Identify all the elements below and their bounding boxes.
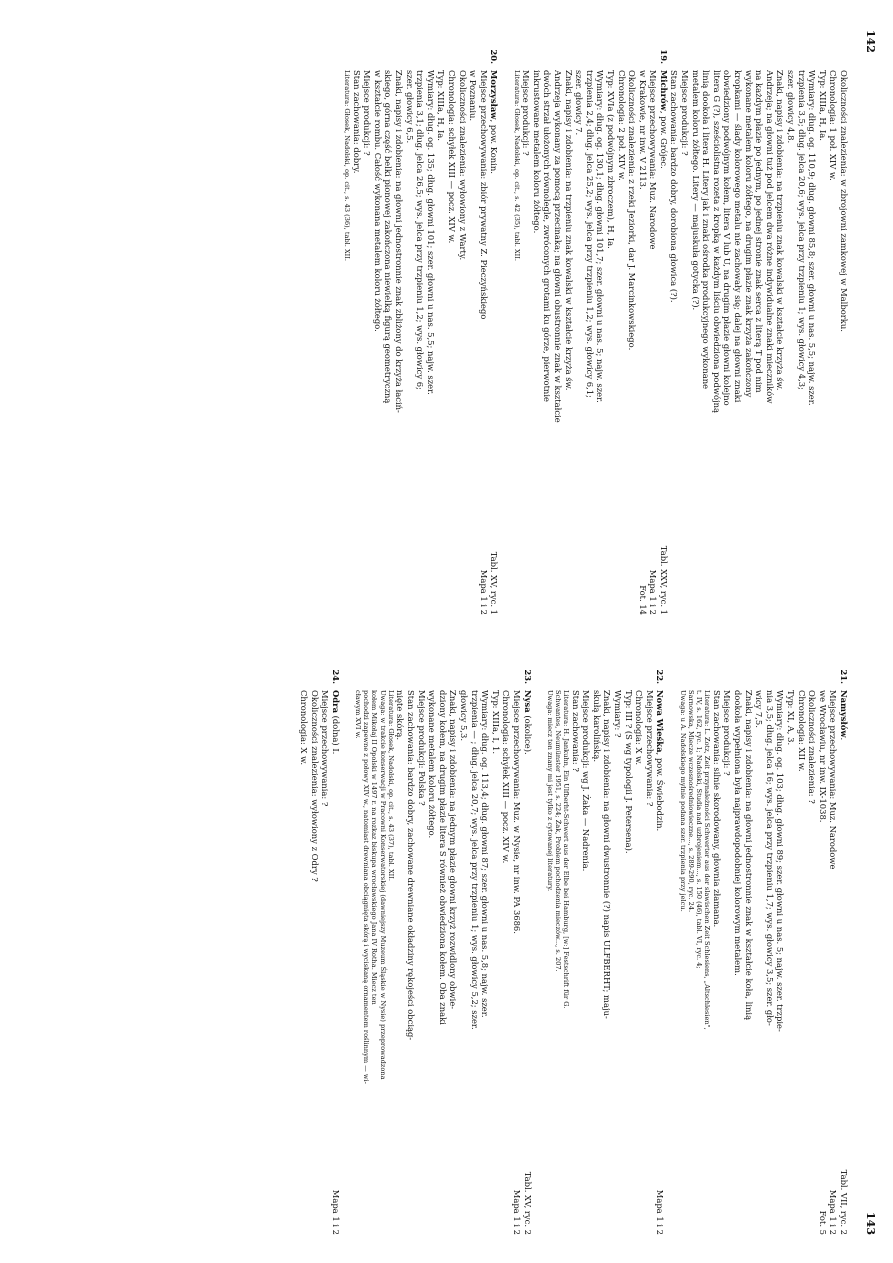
literature-line: kołem Mikołaj II Opolski w 1497 r. na rozkaz biskupa wrocławskiego Jana IV Rotha. Miecz ten	[370, 690, 379, 1005]
literature-line: Literatura: Głosek, Nadolski, op. cit., s. 42 (35), tabl. XII.	[512, 70, 521, 261]
text-line: we Wrocławiu, nr inw. IX-1038.	[817, 690, 828, 823]
text-line: nięte skórą.	[395, 690, 406, 741]
text-line: litera G (?), sześciolistna rozeta z kropką w każdym liściu obwiedziona podwójną	[711, 70, 722, 414]
entry-subtitle: (okolice).	[522, 712, 533, 755]
text-line: trzpienia 3,5; dług. jelca 20,6; wys. jelca przy trzpieniu 1; wys. głowicy 4,3;	[796, 70, 807, 390]
text-line: Typ: XI, A, 3.	[786, 690, 797, 746]
text-line: Chronologia: X w.	[634, 690, 645, 765]
entry-subtitle: , pow. Świebodzin.	[655, 752, 666, 832]
text-line: Miejsce przechowywania: ?	[644, 690, 655, 807]
text-line: Stan zachowania: dobry.	[351, 70, 362, 174]
page-number-left: 142	[864, 30, 877, 53]
text-line: Typ: XIIIa, H, Ia.	[817, 70, 828, 141]
text-line: w Krakowie, nr inw. V 2113.	[637, 70, 648, 190]
text-line: w kształcie rombu. Całość wykonana metalem koloru żółtego.	[372, 70, 383, 332]
text-line: dookoła wypełniona była najprawdopodobniej kolorowym metalem.	[733, 690, 744, 976]
text-line: dziony kołem, na drugim płazie litera S również obwiedziona kołem. Oba znaki	[437, 690, 448, 1025]
plate-references: Tabl. XV, ryc. 1 Mapa 1 i 2	[478, 551, 500, 615]
entry-number: 19.	[658, 49, 669, 64]
left-entries	[343, 30, 669, 615]
catalog-entry	[354, 650, 533, 1235]
text-line: obwiedziony podwójnym kołem, litera V lub U, na drugim płazie głowni kolejno	[722, 70, 733, 406]
entry-number: 20.	[489, 49, 500, 64]
text-line: Miejsce przechowywania: ?	[320, 690, 331, 807]
entry-subtitle: .	[839, 737, 849, 741]
entry-number: 23.	[522, 669, 533, 684]
text-line: wykonane metalem koloru żółtego, na drugim płazie znak krzyża zakończony	[743, 70, 754, 398]
entry-title: Michrów	[658, 70, 669, 111]
entry-heading	[817, 690, 849, 1235]
text-line: skułą karolińską.	[591, 690, 602, 763]
literature-line: t. IV, s. 162, ryc. 1; Nadolski, Studia nad uzbrojeniem..., s. 150 (46), tabl. VI, ryc. 4;	[695, 690, 704, 969]
text-line: kropkami — ślady kolorowego metalu nie zachowały się; dalej na głowni znaki	[733, 70, 744, 403]
page-left	[0, 30, 893, 615]
entry-title-line	[522, 690, 533, 934]
text-line: Okoliczności znalezienia: ?	[807, 690, 818, 804]
text-line: Wymiary: dług. og. 113,4; dług. głowni 87; szer. głowni u nas. 5,8; najw. szer.	[480, 690, 491, 1018]
text-line: Znaki, napisy i zdobienia: na głowni jednostronnie znak w kształcie koła, linią	[743, 690, 754, 1021]
entry-title-block	[634, 690, 666, 831]
text-line: Wymiary: dług. og. 135; dług. głowni 101; szer. głowni u nas. 5,5; najw. szer.	[425, 70, 436, 395]
text-line: trzpienia 3,1; dług. jelca 26,5; wys. jelca przy trzpieniu 1,2; wys. głowicy 6;	[415, 70, 426, 390]
entry-number: 22.	[655, 669, 666, 684]
text-line: skiego, górna część belki pionowej zakończona niewielką figurą geometryczną	[383, 70, 394, 404]
text-line: Miejsce przechowywania: Muz. Narodowe	[828, 690, 839, 870]
text-line: Wymiary: dług. og. 110,9; dług. głowni 85,8; szer. głowni u nas. 5,5; najw. szer.	[807, 70, 818, 406]
text-line: Znaki, napisy i zdobienia: na trzpieniu znak kowalski w kształcie krzyża św.	[563, 70, 574, 391]
text-line: wykonane metalem koloru żółtego.	[427, 690, 438, 839]
catalog-entry	[512, 30, 669, 615]
entry-subtitle: , pow. Grójec.	[658, 110, 669, 169]
entry-number: 24.	[330, 669, 341, 684]
text-line: Wymiary: ?	[613, 690, 624, 738]
text-line: szer. głowicy 6,5.	[404, 70, 415, 144]
text-line: Chronologia: schyłek XIII — pocz. XIV w.	[447, 70, 458, 244]
entry-title: Nysa	[522, 690, 533, 713]
entry-title-line	[658, 70, 669, 250]
catalog-entry	[343, 30, 500, 615]
plate-references: Tabl. VII, ryc. 2 Mapa 1 i 2 Fot. 5	[817, 1169, 849, 1235]
text-line: Okoliczności znalezienia: z rzeki Jeziorki, dar J. Marcinkowskiego.	[627, 70, 638, 351]
text-line: trzpienia — ; dług. jelca 20,7; wys. jelca przy trzpieniu 1; wys. głowicy 5,2; szer.	[469, 690, 480, 1030]
text-line: Stan zachowania: bardzo dobry, dorobiona głowica (?).	[669, 70, 680, 303]
text-line: Okoliczności znalezienia: w zbrojowni zamkowej w Malborku.	[839, 70, 849, 332]
right-entries	[298, 650, 849, 1235]
entry-heading	[309, 690, 341, 1235]
text-line: Znaki, napisy i zdobienia: na głowni jednostronnie znak zbliżony do krzyża łaciń-	[394, 70, 405, 413]
text-line: Znaki, napisy i zdobienia: na głowni dwustronnie (?) napis ULFBERHT; maju-	[602, 690, 613, 1019]
entry-title-line	[838, 690, 849, 870]
entry-title: Morzysław	[489, 70, 500, 120]
text-line: Miejsce produkcji: wg J. Żaka — Nadrenia.	[581, 690, 592, 872]
plate-references: Mapa 1 i 2	[330, 1189, 341, 1235]
entry-title: Odra	[330, 690, 341, 713]
entry-18-continuation	[669, 30, 849, 615]
text-line: Miejsce produkcji: Polska ?	[416, 690, 427, 806]
entry-title-line	[655, 690, 666, 831]
entry-heading	[637, 70, 669, 615]
entry-title: Nowa Wieśka	[655, 690, 666, 753]
text-line: Typ: III ? (S wg typologii J. Petersena).	[623, 690, 634, 854]
text-line: Typ: XVIa (z podwójnym zbroczem), H, Ia.	[605, 70, 616, 249]
plate-references: Tabl. XV, ryc. 2 Mapa 1 i 2	[511, 1171, 533, 1235]
entry-heading	[501, 690, 533, 1235]
text-line: Okoliczności znalezienia: wyłowiony z Odry ?	[309, 690, 320, 882]
text-line: wicy 7,5.	[754, 690, 765, 728]
text-line: Miejsce przechowywania: Muz. w Nysie, nr inw. PA 3686.	[511, 690, 522, 934]
entry-subtitle: , pow. Konin.	[489, 119, 500, 174]
entry-title: Namysłów	[839, 690, 849, 738]
page-left-body	[343, 30, 849, 615]
text-line: Miejsce produkcji: ?	[362, 70, 373, 156]
text-line: Chronologia: 2 poł. XIV w.	[616, 70, 627, 181]
text-line: Miejsce przechowywania: Muz. Narodowe	[648, 70, 659, 250]
text-line: w Poznaniu.	[468, 70, 479, 122]
text-line: Andrzeja; na głowni tuż pod jelcem dwa różne indywidualne znaki mieczników	[764, 70, 775, 404]
entry-title-block	[637, 70, 669, 250]
catalog-entry	[298, 650, 340, 1235]
entry-title-line	[330, 690, 341, 882]
text-line: Miejsce produkcji: ?	[680, 70, 691, 156]
text-line: trzpienia 2,4; dług. jelca 25,2; wys. jelca przy trzpieniu 1,2; wys. głowicy 6,1;	[584, 70, 595, 398]
page-number-right: 143	[864, 1212, 877, 1235]
text-line: Znaki, napisy i zdobienia: na trzpieniu znak kowalski w kształcie krzyża św.	[775, 70, 786, 391]
text-line: Typ: XIIIa, H, Ia.	[436, 70, 447, 141]
plate-references: Mapa 1 i 2	[655, 1189, 666, 1235]
literature-line: Uwaga: miecz ten znany mi jest tylko z cytowanej literatury.	[545, 690, 554, 892]
text-line: nia 3,5; dług. jelca 16; wys. jelca przy trzpieniu 1,7; wys. głowicy 3,5; szer. gło-	[764, 690, 775, 1026]
text-line: metalem koloru żółtego. Litery — majuskuła gotycka (?).	[690, 70, 701, 311]
catalog-entry	[678, 650, 849, 1235]
literature-line: Literatura: H. Jankuhn, Ein Ulfberht-Schwert aus der Elbe bei Hamburg, [w:] Festschrift für G.	[562, 690, 571, 1009]
entry-title-block	[468, 70, 500, 319]
text-line: Andrzeja wykonany za pomocą przecinaka; na głowni obustronnie znak w kształcie	[552, 70, 563, 423]
literature-line: Literatura: Głosek, Nadolski, op. cit., s. 43 (36), tabl. XII.	[343, 70, 352, 261]
entry-title-block	[817, 690, 849, 870]
page-right-body	[298, 650, 849, 1235]
text-line: Stan zachowania: ?	[570, 690, 581, 772]
text-line: Znaki, napisy i zdobienia: na jednym płazie głowni krzyż rozwidlony obwie-	[448, 690, 459, 1010]
text-line: inkrustowane metalem koloru żółtego.	[531, 70, 542, 234]
catalog-entry	[546, 650, 666, 1235]
text-line: linią dookoła i litera H. Litery jak i znaki ośrodka produkcyjnego wykonane	[701, 70, 712, 390]
text-line: szer. głowicy 4,8.	[786, 70, 797, 144]
text-line: na każdym płazie po jednym, po jednej stronie znak serca z literą T pod nim	[754, 70, 765, 393]
literature-line: Uwaga: w trakcie konserwacji w Pracowni Konserwatorskiej (dawniejszy Muzeum Śląskie w Nysie) przeprowadzona	[378, 690, 387, 1080]
page-right	[0, 650, 893, 1235]
entry-title-line	[489, 70, 500, 319]
text-line: szer. głowicy 7.	[574, 70, 585, 136]
text-line: Chronologia: schyłek XIII — pocz. XIV w.	[501, 690, 512, 864]
literature-line: Sarnowska, Miecze wczesnośredniowieczne..., s. 289-290, ryc. 24.	[686, 690, 695, 913]
text-line: Chronologia: X w.	[299, 690, 309, 765]
text-line: głowicy 5,3.	[458, 690, 469, 742]
literature-line: Uwaga: u A. Nadolskiego mylnie podana szer. trzpienia przy jelcu.	[678, 690, 687, 912]
entry-heading	[634, 690, 666, 1235]
plate-references: Tabl. XXV, ryc. 1 Mapa 1 i 2 Fot. 14	[637, 545, 669, 615]
literature-line: cławym XVI w.	[353, 690, 362, 739]
text-line: Okoliczności znalezienia: wyłowiony z Warty.	[457, 70, 468, 261]
entry-number: 21.	[839, 669, 849, 684]
text-line: Chronologia: 1 poł. XIV w.	[828, 70, 839, 181]
text-line: dwóch strzał ułożonych równolegle, zwróconych grotami ku górze, pierwotnie	[542, 70, 553, 402]
text-line: Miejsce przechowywania: zbiór prywatny Z. Pieczyńskiego	[478, 70, 489, 320]
text-line: Stan zachowania: silnie skorodowany, głownia złamana.	[711, 690, 722, 928]
entry-title-block	[309, 690, 341, 882]
text-line: Stan zachowania: bardzo dobry, zachowane drewniane okładziny rękojeści obciąg-	[405, 690, 416, 1041]
literature-line: Schwantes, Neumünster 1951, s. 224; Żak, Problem pochodzenia mieczów..., s. 207.	[553, 690, 562, 972]
text-line: Chronologia: XII w.	[796, 690, 807, 772]
entry-heading	[468, 70, 500, 615]
literature-line: Literatura: Głosek, Nadolski, op. cit., s. 43 (37), tabl. XII.	[386, 690, 395, 881]
literature-line: pochodzi zapewne z połowy XIV w., natomiast drewniana obciągnięta skórą i wyciskaną ornamentem roślinnym — wi-	[362, 690, 371, 1084]
text-line: Wymiary: dług. og. 130,1; dług. głowni 101,7; szer. głowni u nas. 5; najw. szer.	[595, 70, 606, 403]
literature-line: Literatura: L. Zotz, Zeit przynależności Schwerter aus der slawischen Zeit Schlesiens, „Altschlesien",	[703, 690, 712, 1030]
text-line: Typ: XIIIa, I, 1.	[490, 690, 501, 754]
entry-subtitle: (dolna) I.	[330, 713, 341, 755]
text-line: Wymiary: dług. og. 103; dług. głowni 89; szer. głowni u nas. 5; najw. szer. trzpie-	[775, 690, 786, 1032]
entry-title-block	[501, 690, 533, 934]
text-line: Miejsce produkcji: ?	[521, 70, 532, 156]
text-line: Miejsce produkcji: ?	[722, 690, 733, 776]
